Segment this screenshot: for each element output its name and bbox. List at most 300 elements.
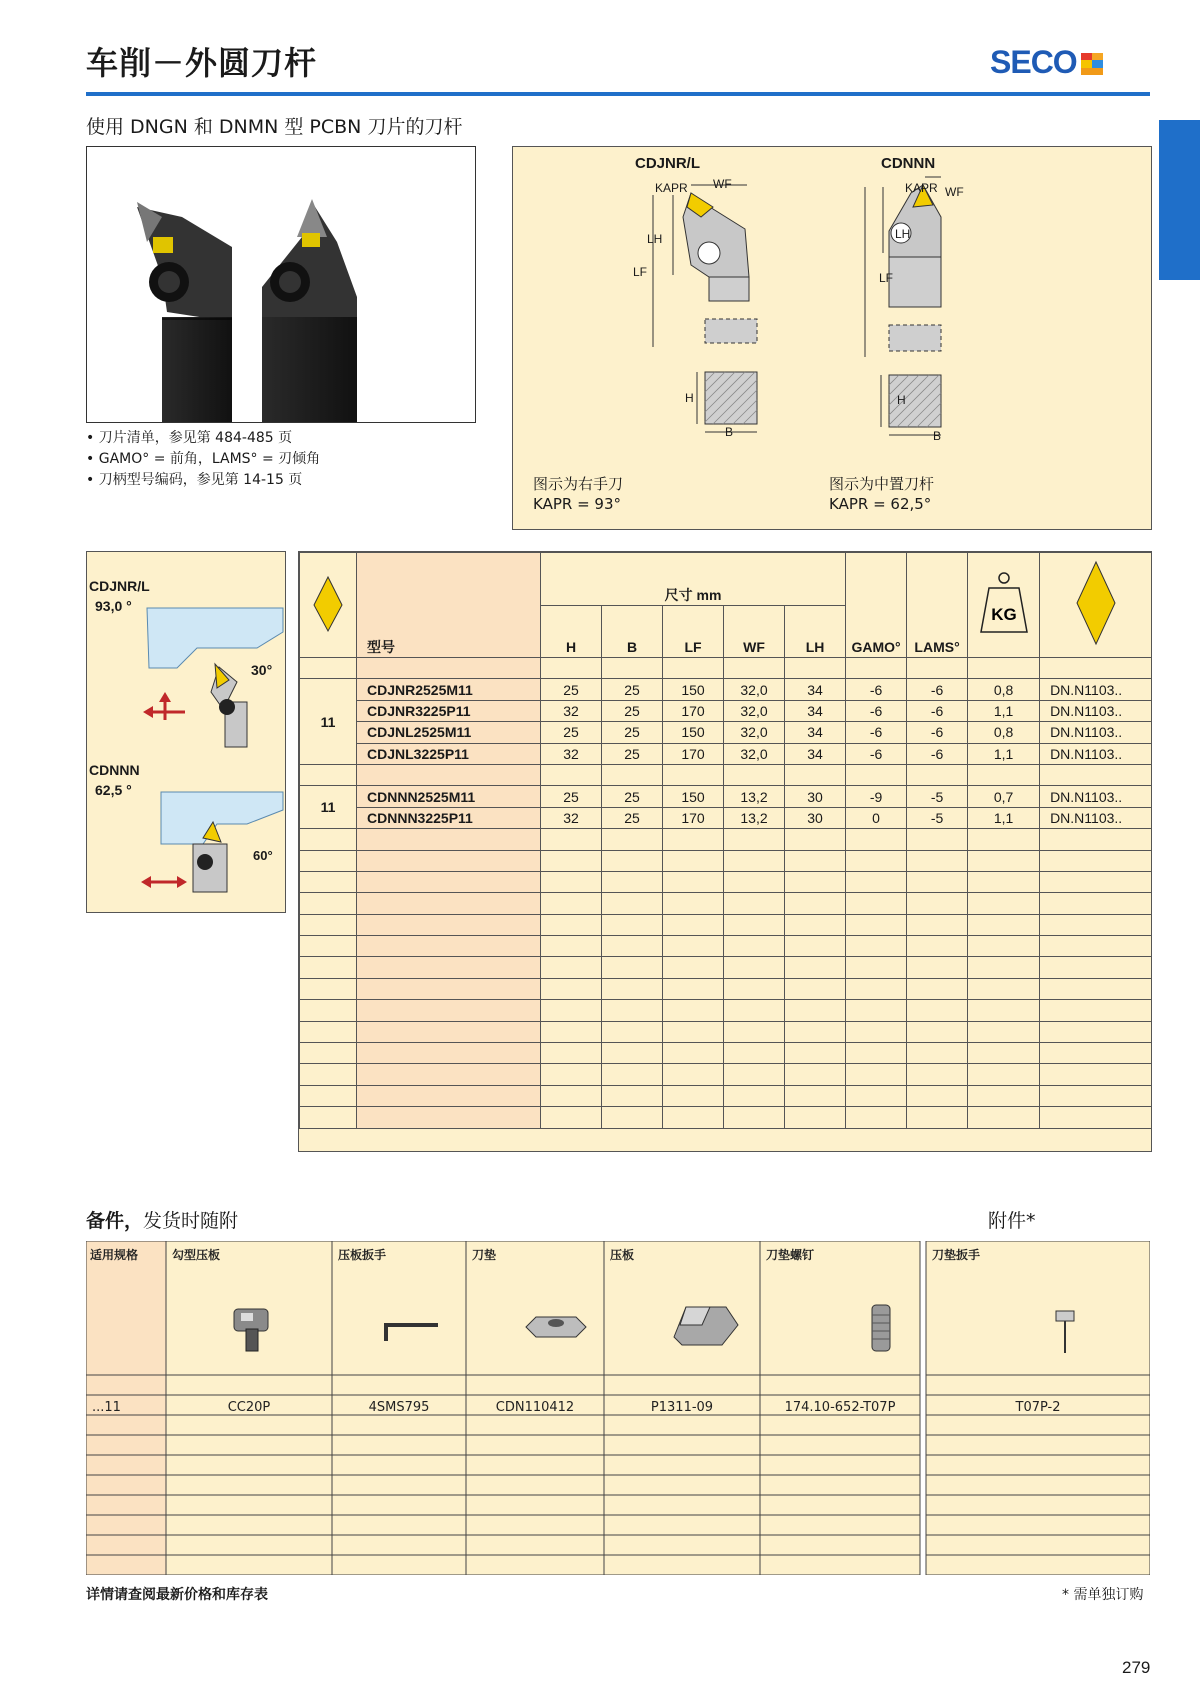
empty-cell — [663, 936, 724, 957]
empty-cell — [300, 893, 357, 914]
empty-cell — [357, 1064, 541, 1085]
empty-cell — [357, 1107, 541, 1128]
empty-row — [300, 1000, 1152, 1021]
empty-cell — [785, 978, 846, 999]
empty-cell — [357, 658, 541, 679]
value-cell-insert: DN.N1103.. — [1040, 807, 1152, 828]
empty-cell — [1040, 893, 1152, 914]
value-cell-lf: 150 — [663, 786, 724, 807]
empty-row — [300, 850, 1152, 871]
empty-cell — [541, 1000, 602, 1021]
empty-cell — [602, 978, 663, 999]
empty-cell — [846, 1064, 907, 1085]
value-cell-wf: 32,0 — [724, 679, 785, 700]
empty-cell — [663, 1000, 724, 1021]
label-b-2: B — [933, 429, 942, 443]
value-cell-lams: -6 — [907, 700, 968, 721]
empty-row — [300, 914, 1152, 935]
empty-cell — [1040, 658, 1152, 679]
acc-value: T07P-2 — [1015, 1400, 1061, 1415]
value-cell-kg: 1,1 — [968, 743, 1040, 764]
empty-cell — [602, 914, 663, 935]
holder-grid — [299, 552, 1152, 1129]
empty-cell — [907, 1107, 968, 1128]
empty-cell — [968, 936, 1040, 957]
value-cell-gamo: -6 — [846, 743, 907, 764]
col-b: B — [602, 606, 663, 658]
empty-cell — [602, 764, 663, 785]
empty-cell — [663, 850, 724, 871]
empty-cell — [357, 1021, 541, 1042]
label-kapr: KAPR — [655, 181, 688, 195]
empty-cell — [724, 658, 785, 679]
empty-cell — [724, 1085, 785, 1106]
empty-cell — [724, 1000, 785, 1021]
empty-cell — [907, 1000, 968, 1021]
insert-shape-header — [300, 553, 357, 658]
empty-cell — [724, 893, 785, 914]
acc-header: 刀垫扳手 — [932, 1248, 981, 1262]
empty-cell — [300, 1021, 357, 1042]
empty-cell — [785, 764, 846, 785]
empty-cell — [300, 978, 357, 999]
value-cell-lf: 170 — [663, 743, 724, 764]
empty-cell — [541, 936, 602, 957]
spare-parts-title-rest: 发货时随附 — [143, 1210, 239, 1232]
empty-cell — [357, 764, 541, 785]
app-2-approach: 60° — [253, 848, 273, 863]
empty-cell — [300, 936, 357, 957]
value-cell-gamo: 0 — [846, 807, 907, 828]
value-cell-b: 25 — [602, 743, 663, 764]
value-cell-h: 25 — [541, 786, 602, 807]
empty-cell — [785, 1064, 846, 1085]
acc-value: CDN110412 — [495, 1400, 575, 1415]
app-1-approach: 30° — [251, 662, 273, 678]
holder-row — [300, 700, 1152, 721]
acc-header: 压板 — [610, 1248, 635, 1262]
value-cell-lf: 170 — [663, 700, 724, 721]
empty-cell — [602, 936, 663, 957]
acc-value: 4SMS795 — [368, 1400, 430, 1415]
value-cell-wf: 13,2 — [724, 807, 785, 828]
empty-cell — [907, 871, 968, 892]
logo-mark-icon — [1081, 53, 1103, 75]
empty-cell — [724, 1064, 785, 1085]
holder-row — [300, 722, 1152, 743]
empty-cell — [907, 1064, 968, 1085]
diagram-left-title: CDJNR/L — [635, 155, 701, 172]
value-cell-b: 25 — [602, 786, 663, 807]
empty-cell — [663, 914, 724, 935]
app-1-name: CDJNR/L — [89, 578, 150, 594]
spare-parts-title-bold: 备件， — [86, 1210, 144, 1232]
acc-value: ...11 — [92, 1400, 121, 1415]
label-h: H — [685, 391, 694, 405]
empty-cell — [724, 850, 785, 871]
empty-cell — [663, 893, 724, 914]
value-cell-insert: DN.N1103.. — [1040, 679, 1152, 700]
empty-cell — [724, 764, 785, 785]
value-cell-lf: 170 — [663, 807, 724, 828]
empty-cell — [357, 893, 541, 914]
app-2-angle: 62,5 ° — [95, 782, 132, 798]
acc-header: 刀垫 — [472, 1248, 497, 1262]
empty-cell — [968, 1043, 1040, 1064]
empty-row — [300, 1021, 1152, 1042]
empty-row — [300, 978, 1152, 999]
empty-cell — [602, 1085, 663, 1106]
empty-cell — [541, 1107, 602, 1128]
empty-cell — [846, 914, 907, 935]
value-cell-lams: -6 — [907, 743, 968, 764]
empty-cell — [846, 936, 907, 957]
empty-cell — [300, 1107, 357, 1128]
empty-cell — [968, 1021, 1040, 1042]
empty-cell — [785, 1107, 846, 1128]
value-cell-gamo: -6 — [846, 700, 907, 721]
empty-cell — [846, 1107, 907, 1128]
value-cell-wf: 13,2 — [724, 786, 785, 807]
empty-cell — [300, 829, 357, 850]
value-cell-wf: 32,0 — [724, 722, 785, 743]
footer-note-left: 详情请查阅最新价格和库存表 — [86, 1587, 268, 1603]
empty-cell — [300, 658, 357, 679]
empty-cell — [968, 1064, 1040, 1085]
empty-cell — [300, 1000, 357, 1021]
dimension-drawing — [513, 147, 1151, 529]
empty-cell — [663, 871, 724, 892]
col-lams: LAMS° — [907, 553, 968, 658]
empty-cell — [846, 1085, 907, 1106]
empty-cell — [846, 1043, 907, 1064]
empty-cell — [663, 1107, 724, 1128]
empty-cell — [663, 957, 724, 978]
empty-cell — [300, 957, 357, 978]
holder-data-table — [298, 551, 1152, 1152]
page-title: 车削－外圆刀杆 — [86, 44, 318, 82]
value-cell-insert: DN.N1103.. — [1040, 700, 1152, 721]
holder-row — [300, 679, 1152, 700]
spare-parts-title — [86, 1206, 238, 1233]
value-cell-insert: DN.N1103.. — [1040, 743, 1152, 764]
empty-cell — [907, 850, 968, 871]
empty-cell — [663, 1043, 724, 1064]
empty-cell — [907, 936, 968, 957]
dimension-diagram — [512, 146, 1152, 530]
model-cell: CDJNL2525M11 — [357, 722, 541, 743]
empty-cell — [724, 936, 785, 957]
empty-cell — [602, 1107, 663, 1128]
empty-cell — [846, 1000, 907, 1021]
empty-cell — [846, 893, 907, 914]
empty-cell — [724, 978, 785, 999]
value-cell-lams: -5 — [907, 786, 968, 807]
empty-cell — [663, 764, 724, 785]
page-subtitle: 使用 DNGN 和 DNMN 型 PCBN 刀片的刀杆 — [86, 116, 463, 138]
left-note-1: 图示为右手刀 — [533, 475, 624, 493]
value-cell-h: 32 — [541, 743, 602, 764]
empty-cell — [907, 978, 968, 999]
holder-row — [300, 743, 1152, 764]
empty-row — [300, 1107, 1152, 1128]
empty-cell — [602, 850, 663, 871]
empty-cell — [907, 914, 968, 935]
empty-cell — [300, 871, 357, 892]
value-cell-h: 32 — [541, 700, 602, 721]
empty-cell — [602, 893, 663, 914]
model-cell: CDJNR2525M11 — [357, 679, 541, 700]
empty-cell — [541, 957, 602, 978]
empty-cell — [846, 1021, 907, 1042]
spacer-row — [300, 764, 1152, 785]
empty-cell — [300, 914, 357, 935]
empty-cell — [1040, 850, 1152, 871]
acc-value: 174.10-652-T07P — [784, 1400, 896, 1415]
empty-cell — [785, 1021, 846, 1042]
empty-cell — [602, 871, 663, 892]
empty-cell — [602, 1043, 663, 1064]
empty-cell — [541, 893, 602, 914]
empty-cell — [357, 1085, 541, 1106]
empty-cell — [846, 957, 907, 978]
col-gamo: GAMO° — [846, 553, 907, 658]
empty-cell — [785, 850, 846, 871]
empty-cell — [968, 914, 1040, 935]
empty-cell — [846, 871, 907, 892]
empty-cell — [724, 1043, 785, 1064]
empty-cell — [907, 658, 968, 679]
value-cell-b: 25 — [602, 679, 663, 700]
empty-cell — [785, 871, 846, 892]
empty-cell — [663, 1021, 724, 1042]
empty-cell — [1040, 829, 1152, 850]
empty-cell — [724, 914, 785, 935]
empty-cell — [541, 850, 602, 871]
empty-cell — [968, 764, 1040, 785]
empty-row — [300, 829, 1152, 850]
empty-cell — [357, 914, 541, 935]
value-cell-lh: 34 — [785, 722, 846, 743]
value-cell-gamo: -6 — [846, 722, 907, 743]
empty-cell — [663, 658, 724, 679]
app-2-name: CDNNN — [89, 762, 140, 778]
empty-cell — [602, 1064, 663, 1085]
empty-cell — [1040, 1000, 1152, 1021]
empty-cell — [541, 1064, 602, 1085]
empty-cell — [846, 850, 907, 871]
col-lh: LH — [785, 606, 846, 658]
note-item: • GAMO° = 前角，LAMS° = 刃倾角 — [86, 449, 320, 470]
empty-cell — [300, 850, 357, 871]
insert-diamond-icon — [1071, 558, 1121, 648]
empty-cell — [357, 1000, 541, 1021]
value-cell-h: 25 — [541, 679, 602, 700]
empty-cell — [357, 1043, 541, 1064]
spacer-row — [300, 658, 1152, 679]
application-drawing — [87, 552, 285, 912]
value-cell-lh: 34 — [785, 743, 846, 764]
chapter-side-tab — [1159, 120, 1200, 280]
shim-screw-icon — [872, 1305, 890, 1351]
empty-cell — [785, 829, 846, 850]
weight-icon — [979, 568, 1029, 638]
empty-cell — [785, 914, 846, 935]
value-cell-lf: 150 — [663, 722, 724, 743]
value-cell-lams: -6 — [907, 679, 968, 700]
page-number: 279 — [1122, 1658, 1151, 1677]
empty-row — [300, 893, 1152, 914]
empty-cell — [724, 957, 785, 978]
app-1-angle: 93,0 ° — [95, 598, 132, 614]
empty-cell — [724, 1107, 785, 1128]
empty-cell — [785, 1043, 846, 1064]
application-box — [86, 551, 286, 913]
empty-cell — [1040, 957, 1152, 978]
label-lh-2: LH — [895, 227, 911, 241]
value-cell-b: 25 — [602, 700, 663, 721]
empty-cell — [785, 1085, 846, 1106]
empty-row — [300, 1085, 1152, 1106]
insert-shape-icon — [308, 573, 348, 633]
value-cell-gamo: -6 — [846, 679, 907, 700]
value-cell-kg: 0,8 — [968, 722, 1040, 743]
empty-cell — [541, 978, 602, 999]
empty-cell — [968, 957, 1040, 978]
value-cell-insert: DN.N1103.. — [1040, 786, 1152, 807]
empty-cell — [907, 1043, 968, 1064]
value-cell-wf: 32,0 — [724, 743, 785, 764]
empty-cell — [663, 978, 724, 999]
empty-cell — [300, 1043, 357, 1064]
toolholder-photo — [86, 146, 476, 423]
model-cell: CDNNN2525M11 — [357, 786, 541, 807]
acc-header: 压板扳手 — [338, 1248, 387, 1262]
holder-row — [300, 786, 1152, 807]
empty-cell — [1040, 1064, 1152, 1085]
empty-cell — [663, 1064, 724, 1085]
empty-cell — [602, 829, 663, 850]
empty-cell — [968, 658, 1040, 679]
label-b: B — [725, 425, 734, 439]
notes-list — [86, 428, 320, 491]
empty-cell — [846, 764, 907, 785]
label-wf-2: WF — [945, 185, 964, 199]
acc-value: CC20P — [227, 1400, 271, 1415]
empty-cell — [785, 1000, 846, 1021]
value-cell-lf: 150 — [663, 679, 724, 700]
empty-cell — [785, 893, 846, 914]
empty-cell — [724, 1021, 785, 1042]
value-cell-h: 25 — [541, 722, 602, 743]
empty-cell — [541, 871, 602, 892]
empty-cell — [357, 829, 541, 850]
empty-cell — [541, 1043, 602, 1064]
diagram-right-title: CDNNN — [881, 155, 936, 172]
value-cell-gamo: -9 — [846, 786, 907, 807]
model-header: 型号 — [357, 553, 541, 658]
accessories-title: 附件* — [988, 1210, 1036, 1232]
empty-cell — [1040, 764, 1152, 785]
header-rule — [86, 92, 1150, 96]
weight-label: KG — [990, 604, 1017, 624]
empty-cell — [846, 978, 907, 999]
model-cell: CDNNN3225P11 — [357, 807, 541, 828]
empty-cell — [785, 658, 846, 679]
empty-cell — [541, 658, 602, 679]
empty-cell — [300, 1085, 357, 1106]
empty-cell — [357, 957, 541, 978]
empty-cell — [541, 1021, 602, 1042]
empty-cell — [968, 850, 1040, 871]
empty-cell — [602, 658, 663, 679]
col-h: H — [541, 606, 602, 658]
empty-cell — [602, 1021, 663, 1042]
insert-size-cell: 11 — [300, 679, 357, 765]
empty-cell — [1040, 1107, 1152, 1128]
logo-text: SECO — [990, 44, 1077, 80]
note-item: • 刀片清单，参见第 484-485 页 — [86, 428, 320, 449]
model-cell: CDJNR3225P11 — [357, 700, 541, 721]
empty-cell — [1040, 871, 1152, 892]
right-note-2: KAPR = 62,5° — [829, 495, 932, 513]
empty-cell — [907, 957, 968, 978]
empty-cell — [602, 1000, 663, 1021]
empty-cell — [357, 978, 541, 999]
value-cell-kg: 1,1 — [968, 700, 1040, 721]
empty-cell — [968, 1000, 1040, 1021]
empty-row — [300, 871, 1152, 892]
col-wf: WF — [724, 606, 785, 658]
empty-cell — [907, 893, 968, 914]
toolholders-image — [87, 147, 475, 422]
value-cell-kg: 0,8 — [968, 679, 1040, 700]
acc-value: P1311-09 — [650, 1400, 714, 1415]
empty-row — [300, 1064, 1152, 1085]
left-note-2: KAPR = 93° — [533, 495, 621, 513]
empty-cell — [968, 871, 1040, 892]
insert-size-cell: 11 — [300, 786, 357, 829]
empty-cell — [1040, 978, 1152, 999]
value-cell-b: 25 — [602, 722, 663, 743]
value-cell-h: 32 — [541, 807, 602, 828]
empty-cell — [785, 957, 846, 978]
note-item: • 刀柄型号编码，参见第 14-15 页 — [86, 470, 320, 491]
empty-cell — [968, 1085, 1040, 1106]
empty-cell — [1040, 1085, 1152, 1106]
empty-cell — [968, 829, 1040, 850]
value-cell-wf: 32,0 — [724, 700, 785, 721]
empty-cell — [541, 914, 602, 935]
empty-row — [300, 1043, 1152, 1064]
empty-cell — [602, 957, 663, 978]
acc-header: 勾型压板 — [172, 1248, 221, 1262]
empty-cell — [300, 1064, 357, 1085]
empty-cell — [907, 1085, 968, 1106]
value-cell-lh: 30 — [785, 807, 846, 828]
empty-cell — [357, 871, 541, 892]
value-cell-lams: -6 — [907, 722, 968, 743]
value-cell-lh: 30 — [785, 786, 846, 807]
holder-row — [300, 807, 1152, 828]
label-lh: LH — [647, 232, 663, 246]
weight-header — [968, 553, 1040, 658]
empty-cell — [357, 936, 541, 957]
label-kapr-2: KAPR — [905, 181, 938, 195]
empty-cell — [663, 829, 724, 850]
col-lf: LF — [663, 606, 724, 658]
empty-row — [300, 936, 1152, 957]
